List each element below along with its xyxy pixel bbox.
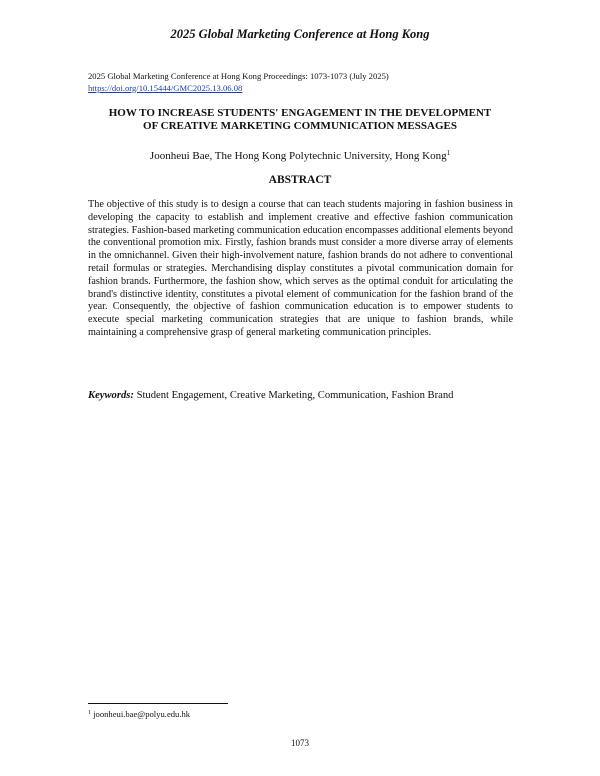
page-number: 1073 [291, 738, 309, 748]
doi-link[interactable]: https://doi.org/10.15444/GMC2025.13.06.08 [88, 82, 243, 93]
proceedings-citation: 2025 Global Marketing Conference at Hong Kong Proceedings: 1073-1073 (July 2025) [88, 71, 389, 81]
paper-title-line-1: HOW TO INCREASE STUDENTS' ENGAGEMENT IN THE DEVELOPMENT [108, 107, 492, 119]
footnote-mark: 1 [88, 710, 91, 716]
author-affiliation [0, 149, 600, 162]
abstract-heading: ABSTRACT [268, 174, 332, 186]
citation-block [88, 71, 389, 94]
paper-title [60, 107, 540, 133]
author-text: Joonheui Bae, The Hong Kong Polytechnic University, Hong Kong [149, 150, 447, 162]
footnote [88, 709, 190, 719]
footnote-email: joonheui.bae@polyu.edu.hk [93, 709, 191, 719]
keywords-label: Keywords: [88, 390, 134, 401]
keywords-line [88, 390, 513, 401]
abstract-body: The objective of this study is to design a course that can teach students majoring in fashion business in developing the capacity to establish and implement creative and effective fashion communication strategies. Fashion-based marketing communication education encompasses additional elements beyond the conventional promotion mix. Firstly, fashion brands must consider a more diverse array of elements in the omnichannel. Given their high-involvement nature, fashion brands do not adhere to conventional retail formulas or strategies. Merchandising display constitutes a pivotal communication domain for fashion brands. Furthermore, the fashion show, which serves as the optimal conduit for articulating the brand's distinctive identity, constitutes a pivotal element of communication for the fashion brand of the year. Consequently, the objective of fashion communication education is to empower students to execute special marketing communication strategies that are unique to fashion brands, while maintaining a comprehensive grasp of general marketing communication principles. [88, 199, 513, 338]
running-header: 2025 Global Marketing Conference at Hong Kong [170, 27, 430, 41]
keywords-text: Student Engagement, Creative Marketing, Communication, Fashion Brand [136, 390, 454, 401]
footnote-divider [88, 703, 228, 704]
footnote-marker: 1 [446, 149, 451, 157]
paper-title-line-2: OF CREATIVE MARKETING COMMUNICATION MESSAGES [143, 120, 457, 132]
